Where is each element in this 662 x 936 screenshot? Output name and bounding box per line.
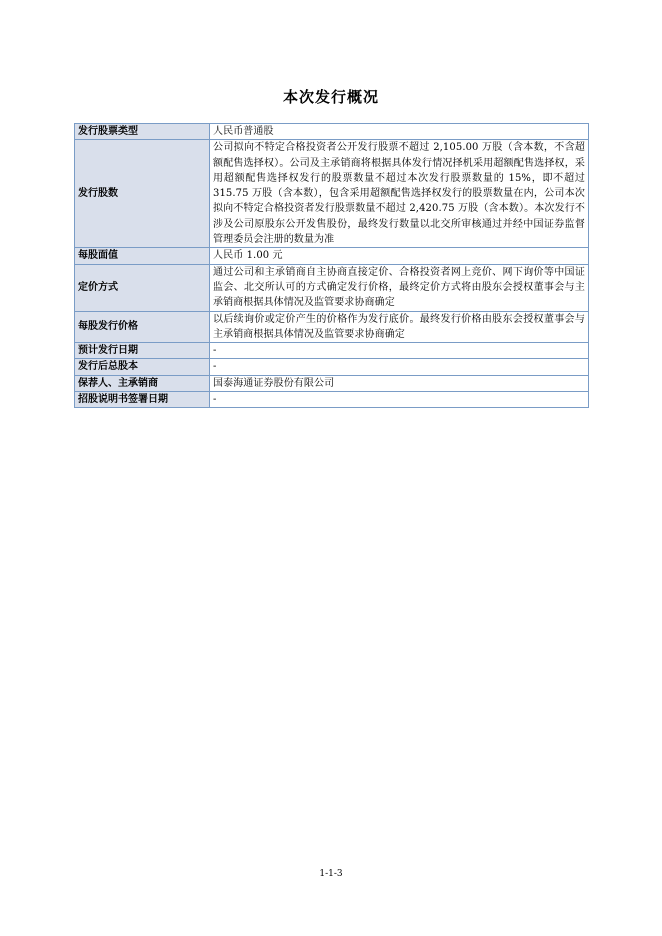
row-value-stock-type: 人民币普通股 [210, 124, 589, 140]
row-label-issue-date: 预计发行日期 [75, 343, 210, 359]
row-label-sponsor: 保荐人、主承销商 [75, 375, 210, 391]
table-row [75, 375, 589, 391]
page-title: 本次发行概况 [282, 88, 379, 106]
row-value-total-shares: - [210, 359, 589, 375]
page-number: 1-1-3 [319, 869, 343, 879]
row-value-share-count: 公司拟向不特定合格投资者公开发行股票不超过 2,105.00 万股（含本数，不含超额配售选择权）。公司及主承销商将根据具体发行情况择机采用超额配售选择权，采用超额配售选择权发行的股票数量不超过本次发行股票数量的 15%，即不超过 315.75 万股（含本数），包含采用超额配售选择权发行的股票数量在内，公司本次拟向不特定合格投资者发行股票数量不超过 2,420.75 万股（含本数）。本次发行不涉及公司原股东公开发售股份，最终发行数量以北交所审核通过并经中国证券监督管理委员会注册的数量为准 [210, 140, 589, 248]
row-value-issue-date: - [210, 343, 589, 359]
row-value-par-value: 人民币 1.00 元 [210, 248, 589, 264]
table-row [75, 392, 589, 408]
offering-overview-table [74, 123, 589, 408]
row-label-total-shares: 发行后总股本 [75, 359, 210, 375]
row-label-issue-price: 每股发行价格 [75, 311, 210, 343]
table-row [75, 359, 589, 375]
table-row [75, 140, 589, 248]
row-label-pricing-method: 定价方式 [75, 264, 210, 311]
row-value-pricing-method: 通过公司和主承销商自主协商直接定价、合格投资者网上竞价、网下询价等中国证监会、北交所认可的方式确定发行价格，最终定价方式将由股东会授权董事会与主承销商根据具体情况及监管要求协商确定 [210, 264, 589, 311]
row-value-signing-date: - [210, 392, 589, 408]
table-row [75, 311, 589, 343]
table-row [75, 124, 589, 140]
row-value-issue-price: 以后续询价或定价产生的价格作为发行底价。最终发行价格由股东会授权董事会与主承销商根据具体情况及监管要求协商确定 [210, 311, 589, 343]
row-label-stock-type: 发行股票类型 [75, 124, 210, 140]
table-row [75, 248, 589, 264]
row-label-signing-date: 招股说明书签署日期 [75, 392, 210, 408]
table-row [75, 264, 589, 311]
row-label-par-value: 每股面值 [75, 248, 210, 264]
row-value-sponsor: 国泰海通证券股份有限公司 [210, 375, 589, 391]
table-row [75, 343, 589, 359]
row-label-share-count: 发行股数 [75, 140, 210, 248]
